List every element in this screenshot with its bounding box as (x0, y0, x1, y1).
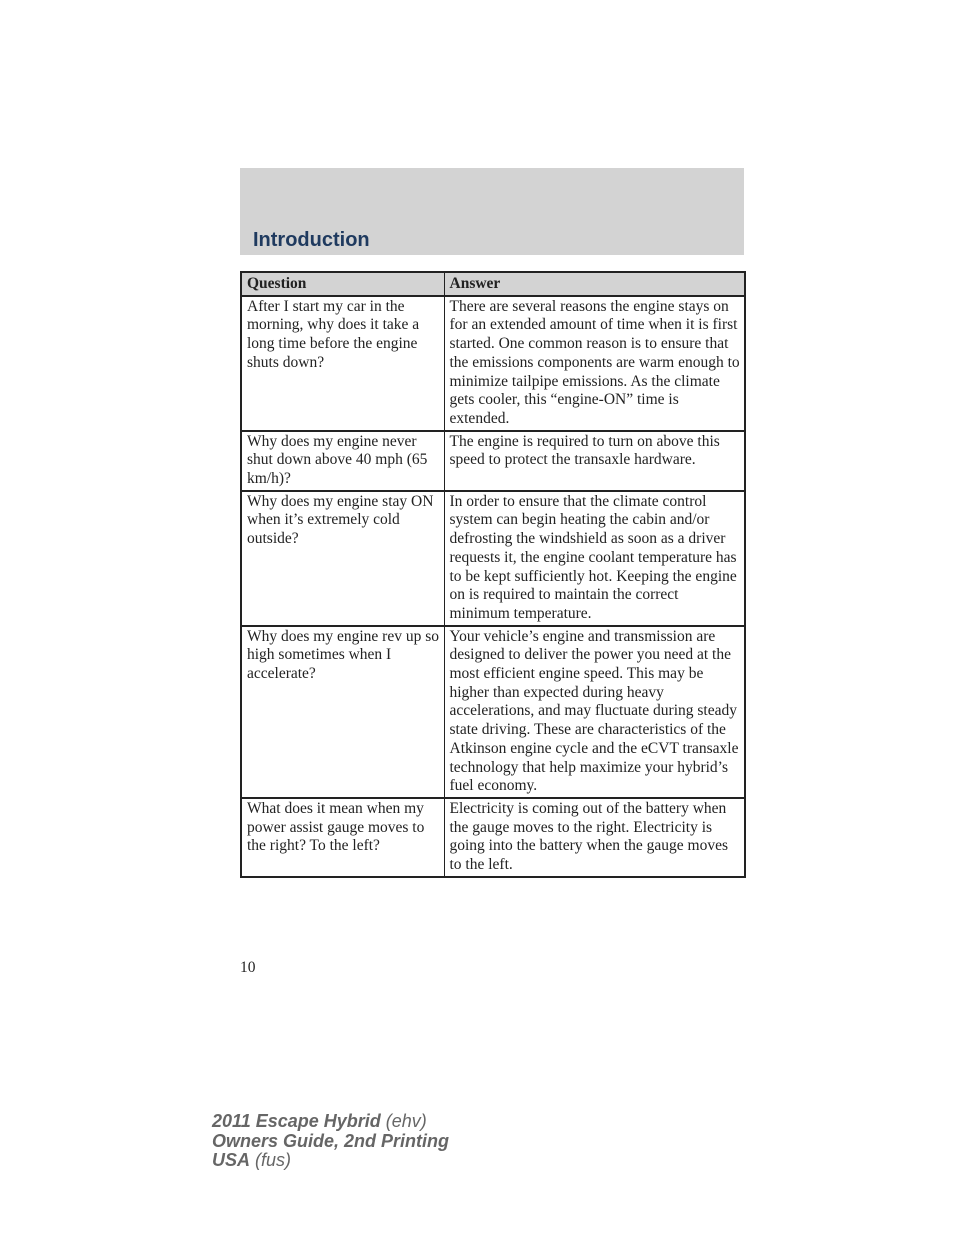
question-cell: What does it mean when my power assist gauge moves to the right? To the left? (241, 798, 444, 877)
section-title: Introduction (253, 229, 370, 251)
page-number: 10 (240, 959, 256, 976)
table-row (241, 491, 745, 626)
footer-line-1 (212, 1112, 449, 1132)
question-cell: Why does my engine stay ON when it’s extremely cold outside? (241, 491, 444, 626)
question-cell: After I start my car in the morning, why does it take a long time before the engine shuts down? (241, 296, 444, 431)
document-footer (212, 1112, 449, 1171)
column-header-question: Question (241, 272, 444, 296)
question-cell: Why does my engine never shut down above 40 mph (65 km/h)? (241, 431, 444, 491)
footer-line-3 (212, 1151, 449, 1171)
table-row (241, 626, 745, 798)
column-header-answer: Answer (444, 272, 745, 296)
table-row (241, 431, 745, 491)
table-row (241, 798, 745, 877)
table-header-row (241, 272, 745, 296)
answer-cell: The engine is required to turn on above this speed to protect the transaxle hardware. (444, 431, 745, 491)
answer-cell: Your vehicle’s engine and transmission are designed to deliver the power you need at the most efficient engine speed. This may be higher than expected during heavy accelerations, and may fluctuate during steady state driving. These are characteristics of the Atkinson engine cycle and the eCVT transaxle technology that help maximize your hybrid’s fuel economy. (444, 626, 745, 798)
table-row (241, 296, 745, 431)
faq-table (240, 271, 746, 878)
answer-cell: Electricity is coming out of the battery when the gauge moves to the right. Electricity is going into the battery when the gauge moves to the left. (444, 798, 745, 877)
footer-market-code: (fus) (255, 1150, 292, 1170)
answer-cell: There are several reasons the engine stays on for an extended amount of time when it is first started. One common reason is to ensure that the emissions components are warm enough to minimize tailpipe emissions. As the climate gets cooler, this “engine-ON” time is extended. (444, 296, 745, 431)
answer-cell: In order to ensure that the climate control system can begin heating the cabin and/or defrosting the windshield as soon as a driver requests it, the engine coolant temperature has to be kept sufficiently hot. Keeping the engine on is required to maintain the correct minimum temperature. (444, 491, 745, 626)
footer-edition: Owners Guide, 2nd Printing (212, 1130, 450, 1151)
footer-market: USA (212, 1150, 251, 1170)
question-cell: Why does my engine rev up so high sometimes when I accelerate? (241, 626, 444, 798)
footer-model-code: (ehv) (385, 1111, 427, 1131)
section-header-band (240, 168, 744, 255)
footer-model: 2011 Escape Hybrid (212, 1111, 381, 1131)
footer-line-2 (212, 1132, 449, 1152)
